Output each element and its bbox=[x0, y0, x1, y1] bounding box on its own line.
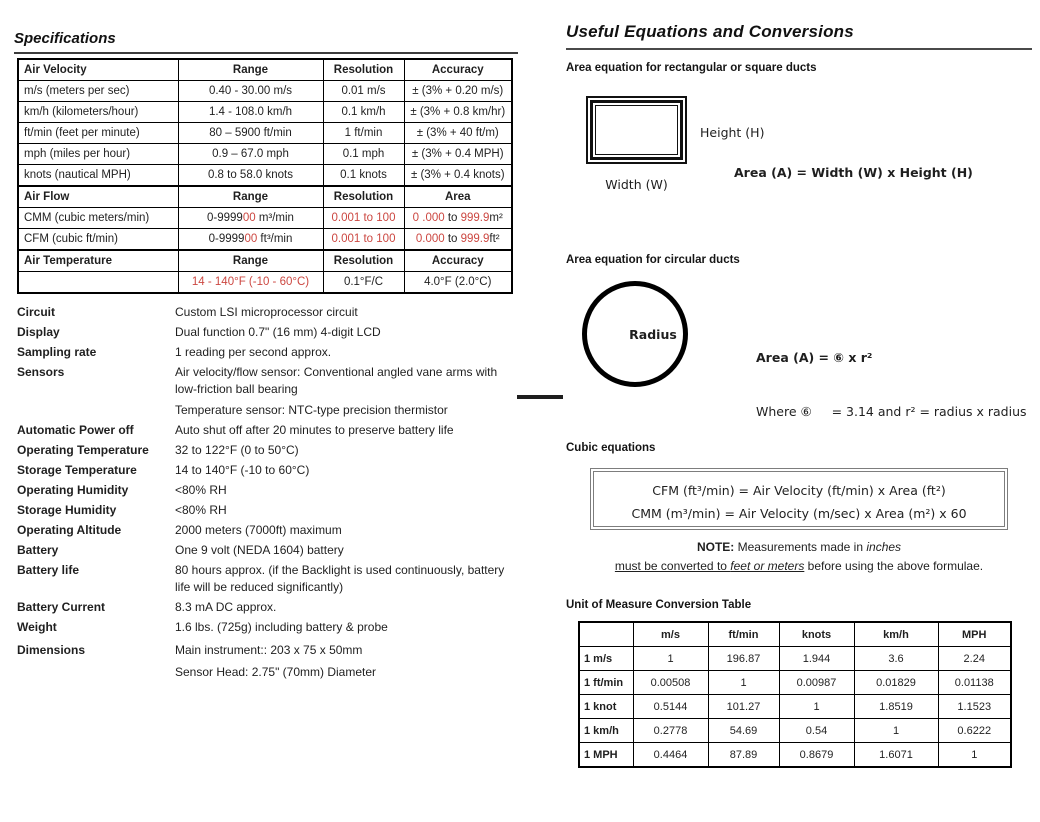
spec-item-value bbox=[175, 304, 358, 321]
spec-table-cell: CFM (cubic ft/min) bbox=[18, 229, 178, 251]
spec-item-value bbox=[175, 364, 497, 419]
text-segment: ft³/min bbox=[257, 233, 293, 245]
conversion-value-cell: 0.00987 bbox=[779, 671, 854, 695]
spec-item-label: Battery Current bbox=[17, 599, 106, 614]
spec-table-cell: m/s (meters per sec) bbox=[18, 81, 178, 102]
spec-table-cell bbox=[323, 229, 404, 251]
conversion-row-label: 1 ft/min bbox=[579, 671, 633, 695]
spec-table-cell: 80 – 5900 ft/min bbox=[178, 123, 323, 144]
spec-value-line: life will be reduced significantly) bbox=[175, 579, 344, 594]
height-label: Height (H) bbox=[700, 125, 765, 140]
spec-table-cell: ft/min (feet per minute) bbox=[18, 123, 178, 144]
spec-column-header: Resolution bbox=[323, 186, 404, 208]
cfm-equation: CFM (ft³/min) = Air Velocity (ft/min) x Area (ft²) bbox=[652, 483, 946, 498]
rect-frame-inner bbox=[595, 105, 678, 155]
cubic-section-label: Cubic equations bbox=[566, 442, 656, 454]
spec-value-line: 2000 meters (7000ft) maximum bbox=[175, 523, 342, 537]
spec-item bbox=[17, 562, 518, 595]
red-text-segment: 00 bbox=[242, 212, 256, 224]
conversion-table-title: Unit of Measure Conversion Table bbox=[566, 599, 752, 611]
spec-value-line: low-friction ball bearing bbox=[175, 381, 298, 396]
conversion-value-cell: 0.01138 bbox=[938, 671, 1011, 695]
spec-table-row bbox=[18, 165, 512, 187]
conversion-column-header: MPH bbox=[938, 622, 1011, 647]
spec-column-header: Accuracy bbox=[404, 59, 512, 81]
spec-column-header: Air Flow bbox=[18, 186, 178, 208]
conversion-column-header bbox=[579, 622, 633, 647]
spec-table-cell: 0.8 to 58.0 knots bbox=[178, 165, 323, 187]
conversion-value-cell: 87.89 bbox=[708, 743, 779, 768]
spec-item-label: Display bbox=[17, 325, 60, 339]
spec-value-line: Air velocity/flow sensor: Conventional angled vane arms with bbox=[175, 365, 498, 379]
conversion-value-cell: 2.24 bbox=[938, 647, 1011, 671]
spec-column-header: Air Temperature bbox=[18, 250, 178, 272]
spec-table-cell: 0.1 mph bbox=[323, 144, 404, 165]
spec-item-label: Operating Humidity bbox=[17, 483, 129, 497]
conversion-row-label: 1 m/s bbox=[579, 647, 633, 671]
spec-item-label: Operating Temperature bbox=[17, 443, 149, 457]
circle-pi-definition: Where ⑥ = 3.14 and r² = radius x radius bbox=[756, 404, 1027, 419]
page-fold-mark bbox=[517, 395, 563, 399]
spec-item bbox=[17, 442, 518, 459]
spec-value-line: Temperature sensor: NTC-type precision thermistor bbox=[175, 403, 448, 417]
spec-value-line: 14 to 140°F (-10 to 60°C) bbox=[175, 463, 310, 477]
spec-table-cell bbox=[178, 272, 323, 294]
spec-value-line: 1.6 lbs. (725g) including battery & probe bbox=[175, 619, 388, 634]
red-text-segment: 0.001 to 100 bbox=[331, 212, 396, 224]
note-line-1 bbox=[566, 540, 1032, 554]
conversion-value-cell: 0.54 bbox=[779, 719, 854, 743]
conversion-value-cell: 1 bbox=[938, 743, 1011, 768]
conversion-value-cell: 1.944 bbox=[779, 647, 854, 671]
conversion-column-header: km/h bbox=[854, 622, 938, 647]
spec-item-label: Sampling rate bbox=[17, 345, 97, 359]
equations-column bbox=[566, 22, 1032, 812]
conversion-value-cell: 1 bbox=[779, 695, 854, 719]
spec-table-row bbox=[18, 229, 512, 251]
note-line-2 bbox=[566, 559, 1032, 573]
red-text-segment: 999.9 bbox=[460, 212, 490, 224]
spec-value-line: 8.3 mA DC approx. bbox=[175, 599, 277, 614]
conversion-row bbox=[579, 695, 1011, 719]
spec-item bbox=[17, 364, 518, 419]
spec-table-cell: knots (nautical MPH) bbox=[18, 165, 178, 187]
spec-section-header-row bbox=[18, 186, 512, 208]
conversion-row-label: 1 MPH bbox=[579, 743, 633, 768]
conversion-value-cell: 0.01829 bbox=[854, 671, 938, 695]
spec-item-value bbox=[175, 462, 309, 479]
spec-table-cell: CMM (cubic meters/min) bbox=[18, 208, 178, 229]
spec-table-cell bbox=[404, 229, 512, 251]
text-segment: to bbox=[444, 233, 461, 245]
spec-table-cell: 1 ft/min bbox=[323, 123, 404, 144]
red-text-segment: 999.9 bbox=[460, 233, 490, 245]
spec-value-line: Dual function 0.7" (16 mm) 4-digit LCD bbox=[175, 325, 381, 339]
conversion-value-cell: 0.6222 bbox=[938, 719, 1011, 743]
spec-item-label: Dimensions bbox=[17, 643, 86, 657]
spec-table-cell: 4.0°F (2.0°C) bbox=[404, 272, 512, 294]
cmm-equation: CMM (m³/min) = Air Velocity (m/sec) x Area (m²) x 60 bbox=[631, 506, 967, 521]
conversion-row bbox=[579, 719, 1011, 743]
spec-table-row bbox=[18, 102, 512, 123]
rect-duct-section-label: Area equation for rectangular or square ducts bbox=[566, 62, 817, 74]
spec-column-header: Range bbox=[178, 250, 323, 272]
spec-value-line: Auto shut off after 20 minutes to preserve battery life bbox=[175, 423, 454, 437]
spec-value-line: Main instrument:: 203 x 75 x 50mm bbox=[175, 643, 363, 657]
spec-table-cell: km/h (kilometers/hour) bbox=[18, 102, 178, 123]
spec-item bbox=[17, 344, 518, 361]
spec-item bbox=[17, 619, 518, 636]
spec-column-header: Air Velocity bbox=[18, 59, 178, 81]
text-segment: m² bbox=[489, 212, 503, 224]
spec-item-value bbox=[175, 642, 376, 680]
spec-item-value bbox=[175, 562, 504, 595]
red-text-segment: 14 - 140°F (-10 - 60°C) bbox=[191, 276, 310, 288]
spec-value-line: One 9 volt (NEDA 1604) battery bbox=[175, 543, 344, 557]
conversion-value-cell: 1 bbox=[854, 719, 938, 743]
spec-value-line: 80 hours approx. (if the Backlight is used continuously, battery bbox=[175, 563, 505, 577]
spec-item bbox=[17, 324, 518, 341]
spec-table-cell: 0.40 - 30.00 m/s bbox=[178, 81, 323, 102]
spec-table-cell: 0.1 km/h bbox=[323, 102, 404, 123]
unit-conversion-table bbox=[578, 621, 1012, 768]
text-segment: 0-9999 bbox=[207, 212, 243, 224]
conversion-value-cell: 196.87 bbox=[708, 647, 779, 671]
spec-item bbox=[17, 522, 518, 539]
spec-table-cell bbox=[404, 208, 512, 229]
spec-column-header: Range bbox=[178, 59, 323, 81]
specifications-table bbox=[17, 58, 513, 294]
spec-table-row bbox=[18, 272, 512, 294]
spec-value-line: <80% RH bbox=[175, 483, 227, 497]
spec-item-label: Circuit bbox=[17, 305, 56, 319]
conversion-value-cell: 0.4464 bbox=[633, 743, 708, 768]
radius-label: Radius bbox=[629, 326, 677, 342]
conversion-row bbox=[579, 743, 1011, 768]
note-italic-inches: inches bbox=[866, 540, 902, 554]
conversion-value-cell: 0.8679 bbox=[779, 743, 854, 768]
spec-table-row bbox=[18, 144, 512, 165]
conversion-value-cell: 0.2778 bbox=[633, 719, 708, 743]
spec-section-header-row bbox=[18, 59, 512, 81]
conversion-value-cell: 1 bbox=[633, 647, 708, 671]
spec-table-cell: 0.01 m/s bbox=[323, 81, 404, 102]
circular-duct-figure bbox=[582, 281, 688, 387]
spec-table-cell: ± (3% + 0.4 MPH) bbox=[404, 144, 512, 165]
conversion-value-cell: 1.1523 bbox=[938, 695, 1011, 719]
conversion-value-cell: 0.00508 bbox=[633, 671, 708, 695]
spec-item-value bbox=[175, 542, 344, 559]
spec-table-cell bbox=[323, 208, 404, 229]
spec-column-header: Accuracy bbox=[404, 250, 512, 272]
spec-item-value bbox=[175, 344, 331, 361]
spec-table-row bbox=[18, 81, 512, 102]
spec-item bbox=[17, 542, 518, 559]
red-text-segment: 0.001 to 100 bbox=[331, 233, 396, 245]
conversion-column-header: knots bbox=[779, 622, 854, 647]
spec-item-label: Automatic Power off bbox=[17, 423, 134, 437]
conversion-value-cell: 1.8519 bbox=[854, 695, 938, 719]
spec-item-value bbox=[175, 619, 388, 636]
conversion-value-cell: 0.5144 bbox=[633, 695, 708, 719]
spec-column-header: Resolution bbox=[323, 250, 404, 272]
spec-item-label: Sensors bbox=[17, 365, 65, 379]
spec-item-label: Battery life bbox=[17, 563, 80, 577]
conversion-value-cell: 3.6 bbox=[854, 647, 938, 671]
spec-item-value bbox=[175, 442, 299, 459]
circle-area-equation: Area (A) = ⑥ x r² bbox=[756, 350, 873, 365]
note-underlined: must be converted to feet or meters bbox=[614, 559, 805, 573]
spec-item bbox=[17, 482, 518, 499]
spec-table-cell: 0.1 knots bbox=[323, 165, 404, 187]
spec-item-value bbox=[175, 324, 381, 341]
spec-table-cell bbox=[18, 272, 178, 294]
spec-item-value bbox=[175, 422, 454, 439]
spec-item-value bbox=[175, 522, 342, 539]
equations-title: Useful Equations and Conversions bbox=[566, 22, 1032, 50]
spec-value-line: Custom LSI microprocessor circuit bbox=[175, 305, 358, 319]
red-text-segment: 00 bbox=[244, 233, 258, 245]
spec-value-line: <80% RH bbox=[175, 503, 227, 517]
spec-item-label: Weight bbox=[17, 619, 57, 634]
conversion-value-cell: 1 bbox=[708, 671, 779, 695]
conversion-row-label: 1 km/h bbox=[579, 719, 633, 743]
spec-table-row bbox=[18, 123, 512, 144]
spec-list bbox=[17, 304, 518, 680]
spec-table-row bbox=[18, 208, 512, 229]
spec-item-label: Operating Altitude bbox=[17, 523, 122, 537]
conversion-column-header: m/s bbox=[633, 622, 708, 647]
spec-value-line: Sensor Head: 2.75" (70mm) Diameter bbox=[175, 664, 377, 679]
conversion-column-header: ft/min bbox=[708, 622, 779, 647]
spec-item bbox=[17, 502, 518, 519]
conversion-row bbox=[579, 671, 1011, 695]
spec-table-cell bbox=[178, 208, 323, 229]
rect-area-equation: Area (A) = Width (W) x Height (H) bbox=[734, 165, 973, 180]
spec-item-value bbox=[175, 502, 227, 519]
conversion-header-row bbox=[579, 622, 1011, 647]
cubic-equations-box bbox=[590, 468, 1008, 530]
conversion-value-cell: 54.69 bbox=[708, 719, 779, 743]
conversion-value-cell: 101.27 bbox=[708, 695, 779, 719]
note-bold: NOTE: bbox=[696, 540, 735, 554]
spec-value-line: 1 reading per second approx. bbox=[175, 345, 332, 359]
circle-area-equations bbox=[756, 313, 1027, 457]
spec-section-header-row bbox=[18, 250, 512, 272]
spec-table-cell: ± (3% + 0.4 knots) bbox=[404, 165, 512, 187]
spec-column-header: Resolution bbox=[323, 59, 404, 81]
note-rest: before using the above formulae. bbox=[804, 559, 984, 573]
specifications-title: Specifications bbox=[14, 30, 518, 54]
text-segment: ft² bbox=[489, 233, 500, 245]
spec-item bbox=[17, 422, 518, 439]
spec-table-cell: ± (3% + 0.20 m/s) bbox=[404, 81, 512, 102]
rect-frame-middle bbox=[590, 100, 683, 160]
spec-table-cell: ± (3% + 40 ft/m) bbox=[404, 123, 512, 144]
text-segment: m³/min bbox=[255, 212, 294, 224]
width-label: Width (W) bbox=[605, 177, 668, 192]
spec-value-line: 32 to 122°F (0 to 50°C) bbox=[175, 443, 299, 457]
spec-table-cell: ± (3% + 0.8 km/hr) bbox=[404, 102, 512, 123]
spec-item-value bbox=[175, 482, 227, 499]
spec-column-header: Area bbox=[404, 186, 512, 208]
specifications-column bbox=[14, 30, 518, 684]
red-text-segment: 0 .000 bbox=[412, 212, 445, 224]
text-segment: 0-9999 bbox=[208, 233, 245, 245]
spec-table-cell: 1.4 - 108.0 km/h bbox=[178, 102, 323, 123]
spec-table-cell: 0.9 – 67.0 mph bbox=[178, 144, 323, 165]
spec-item bbox=[17, 304, 518, 321]
text-segment: to bbox=[444, 212, 461, 224]
conversion-value-cell: 1.6071 bbox=[854, 743, 938, 768]
note-italic-feet-meters: feet or meters bbox=[730, 559, 805, 573]
conversion-row bbox=[579, 647, 1011, 671]
spec-item-value bbox=[175, 599, 276, 616]
conversion-row-label: 1 knot bbox=[579, 695, 633, 719]
spec-column-header: Range bbox=[178, 186, 323, 208]
rectangular-duct-figure bbox=[586, 96, 687, 164]
spec-item-label: Battery bbox=[17, 543, 59, 557]
spec-item bbox=[17, 462, 518, 479]
spec-item-label: Storage Temperature bbox=[17, 463, 137, 477]
circ-duct-section-label: Area equation for circular ducts bbox=[566, 254, 740, 266]
spec-item-label: Storage Humidity bbox=[17, 503, 117, 517]
spec-table-cell bbox=[178, 229, 323, 251]
spec-item bbox=[17, 599, 518, 616]
spec-table-cell: mph (miles per hour) bbox=[18, 144, 178, 165]
spec-table-cell: 0.1°F/C bbox=[323, 272, 404, 294]
note-plain: Measurements made in bbox=[734, 540, 867, 554]
red-text-segment: 0.000 bbox=[415, 233, 445, 245]
spec-item bbox=[17, 642, 518, 680]
